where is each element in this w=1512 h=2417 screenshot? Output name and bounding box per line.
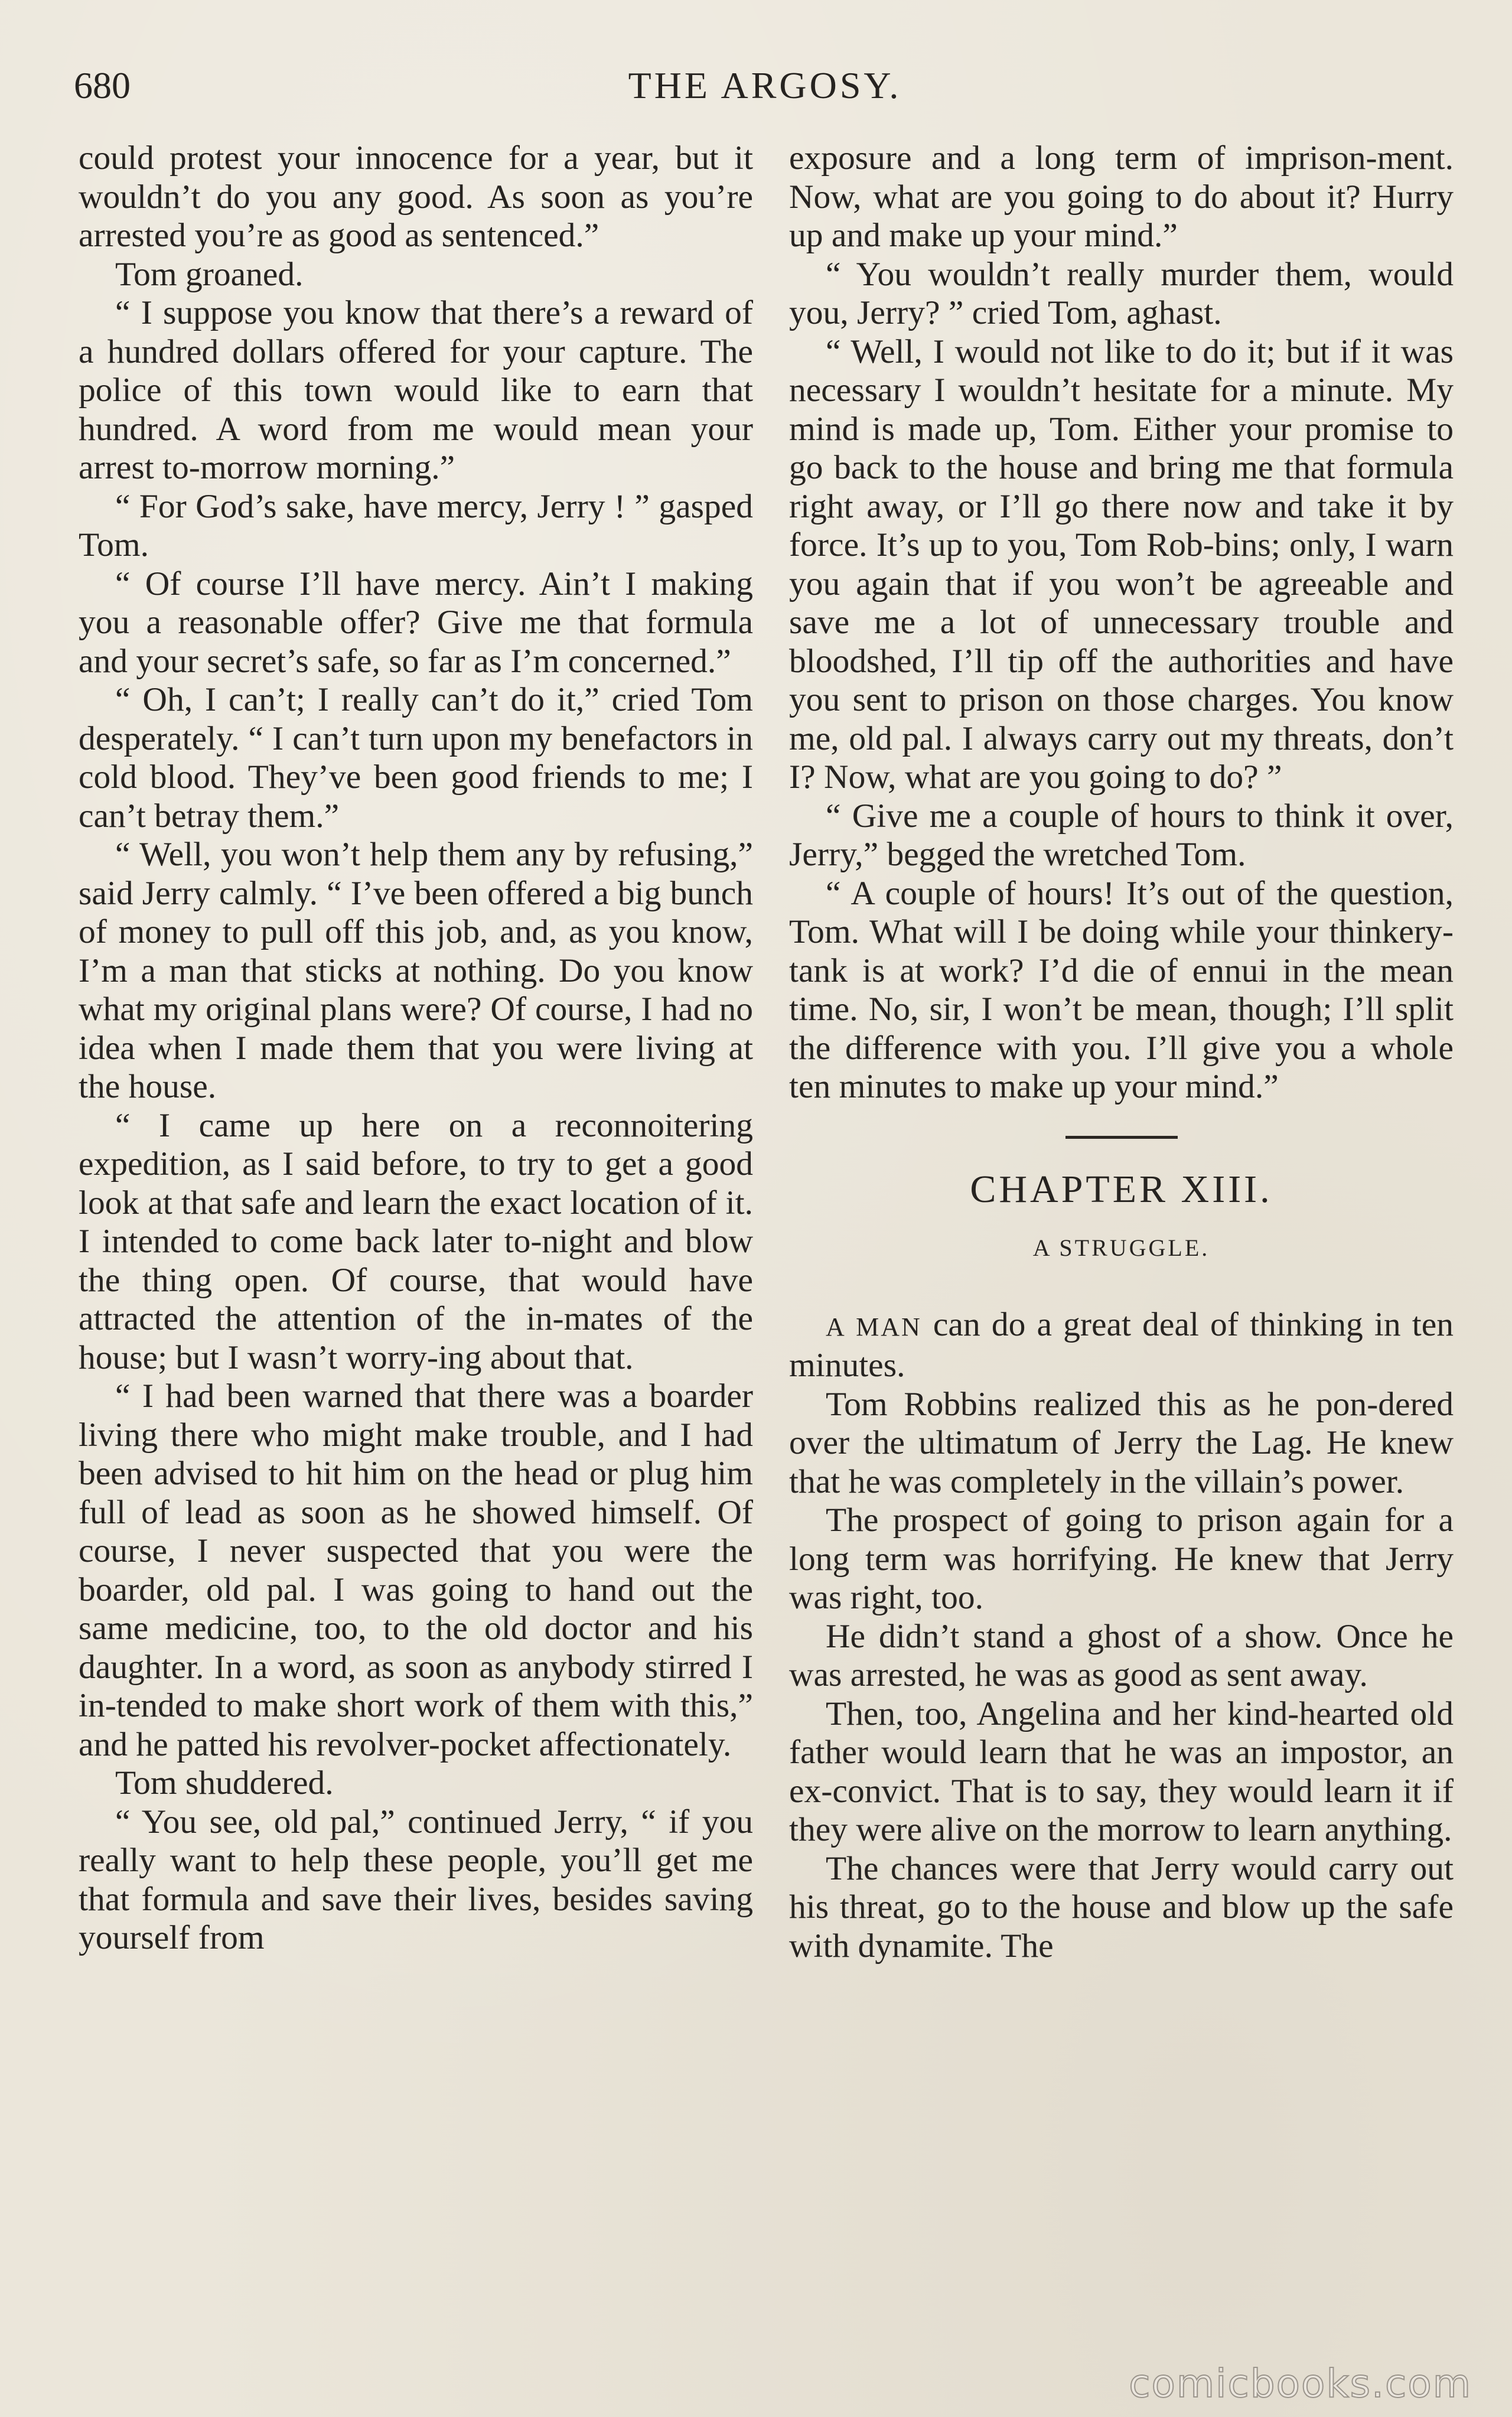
- paragraph: Tom groaned.: [115, 255, 304, 293]
- section-divider: [1065, 1136, 1178, 1139]
- paragraph: “ I came up here on a reconnoitering expedition, as I said before, to try to get a good look at that safe and learn the exact location of it. I intended to come back later to-night and blow the thing open. Of course, that would have attracted the attention of the in-mates of the house; but I wasn’t worry-ing about that.: [79, 1106, 753, 1376]
- paragraph: “ Of course I’ll have mercy. Ain’t I making you a reasonable offer? Give me that formula and your secret’s safe, so far as I’m concerned.”: [79, 565, 753, 680]
- running-head: THE ARGOSY.: [628, 64, 902, 106]
- chapter-lead-smallcaps: A MAN: [826, 1312, 922, 1341]
- paragraph: Tom Robbins realized this as he pon-dered over the ultimatum of Jerry the Lag. He knew that he was completely in the villain’s power.: [789, 1385, 1454, 1500]
- chapter-lead-rest: can do a great deal of thinking in ten minutes.: [789, 1305, 1454, 1384]
- paragraph: “ You wouldn’t really murder them, would you, Jerry? ” cried Tom, aghast.: [789, 255, 1454, 331]
- paragraph: “ I had been warned that there was a boarder living there who might make trouble, and I had been advised to hit him on the head or plug him full of lead as soon as he showed himself. Of course, I never suspected that you were the boarder, old pal. I was going to hand out the same medicine, too, to the old doctor and his daughter. In a word, as soon as anybody stirred I in-tended to make short work of them with this,” and he patted his revolver-pocket affectionately.: [79, 1377, 753, 1763]
- paragraph: “ Well, I would not like to do it; but if it was necessary I wouldn’t hesitate for a minute. My mind is made up, Tom. Either your promise to go back to the house and bring me that formula right away, or I’ll go there now and take it by force. It’s up to you, Tom Rob-bins; only, I warn you again that if you won’t be agreeable and save me a lot of unnecessary trouble and bloodshed, I’ll tip off the authorities and have you sent to prison on those charges. You know me, old pal. I always carry out my threats, don’t I? Now, what are you going to do? ”: [789, 333, 1454, 796]
- watermark: comicbooks.com: [1129, 2361, 1472, 2406]
- paragraph: Tom shuddered.: [115, 1764, 334, 1802]
- paragraph: “ A couple of hours! It’s out of the question, Tom. What will I be doing while your thinkery-tank is at work? I’d die of ennui in the mean time. No, sir, I won’t be mean, though; I’ll split the difference with you. I’ll give you a whole ten minutes to make up your mind.”: [789, 874, 1454, 1105]
- page-number: 680: [74, 64, 131, 106]
- paragraph: Then, too, Angelina and her kind-hearted old father would learn that he was an impostor, an ex-convict. That is to say, they would learn it if they were alive on the morrow to learn anything.: [789, 1695, 1454, 1848]
- chapter-title: CHAPTER XIII.: [970, 1167, 1273, 1211]
- paragraph: The prospect of going to prison again for a long term was horrifying. He knew that Jerry was right, too.: [789, 1501, 1454, 1616]
- paragraph: “ You see, old pal,” continued Jerry, “ if you really want to help these people, you’ll get me that formula and save their lives, besides saving yourself from: [79, 1803, 753, 1956]
- right-column: [789, 139, 1454, 1965]
- paragraph: He didn’t stand a ghost of a show. Once he was arrested, he was as good as sent away.: [789, 1617, 1454, 1693]
- left-column: [79, 139, 753, 1957]
- paragraph: “ I suppose you know that there’s a reward of a hundred dollars offered for your capture. The police of this town would like to earn that hundred. A word from me would mean your arrest to-morrow morning.”: [79, 294, 753, 486]
- paragraph: “ Oh, I can’t; I really can’t do it,” cried Tom desperately. “ I can’t turn upon my benefactors in cold blood. They’ve been good friends to me; I can’t betray them.”: [79, 681, 753, 835]
- paragraph: could protest your innocence for a year, but it wouldn’t do you any good. As soon as you’re arrested you’re as good as sentenced.”: [79, 139, 753, 254]
- paragraph: “ For God’s sake, have mercy, Jerry ! ” gasped Tom.: [79, 487, 753, 563]
- chapter-opening-paragraph: [789, 1305, 1454, 1385]
- paragraph: “ Give me a couple of hours to think it over, Jerry,” begged the wretched Tom.: [789, 797, 1454, 873]
- paragraph: “ Well, you won’t help them any by refusing,” said Jerry calmly. “ I’ve been offered a big bunch of money to pull off this job, and, as you know, I’m a man that sticks at nothing. Do you know what my original plans were? Of course, I had no idea when I made them that you were living at the house.: [79, 836, 753, 1105]
- paragraph: exposure and a long term of imprison-ment. Now, what are you going to do about it? Hurry up and make up your mind.”: [789, 139, 1454, 254]
- paragraph: The chances were that Jerry would carry out his threat, go to the house and blow up the safe with dynamite. The: [789, 1849, 1454, 1965]
- chapter-subtitle: A STRUGGLE.: [1032, 1234, 1210, 1261]
- page-header: [74, 59, 1456, 112]
